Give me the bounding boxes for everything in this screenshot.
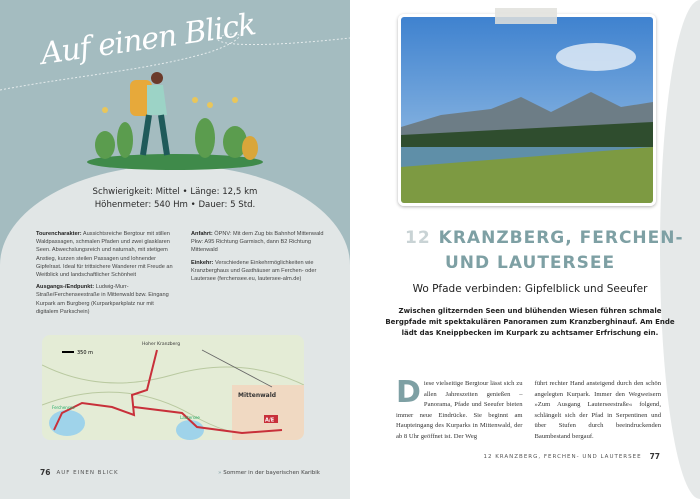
chapter-title: Sommer in der bayerischen Karibik: [223, 469, 320, 476]
map-label: Mittenwald: [238, 392, 277, 399]
hiker-illustration: [85, 70, 265, 170]
title-line-2: UND LAUTERSEE: [445, 253, 616, 273]
info-label: Ausgangs-/Endpunkt:: [36, 284, 95, 291]
subtitle: Wo Pfade verbinden: Gipfelblick und Seeufer: [412, 283, 648, 295]
running-head: AUF EINEN BLICK: [56, 469, 119, 476]
map-label: Hoher Kranzberg: [142, 342, 181, 347]
facts-line-1: Schwierigkeit: Mittel • Länge: 12,5 km: [92, 187, 258, 197]
running-head: 12 KRANZBERG, FERCHEN- UND LAUTERSEE: [483, 453, 642, 460]
info-text: Aussichtsreiche Bergtour mit stillen Waldpassagen, schmalen Pfaden und zwei glasklaren Seen. Abwechslungsreich und naturnah, mit stetigem Anstieg, kurzen steilen Passagen und lohnender Gipfelrast. Ideal für trittsichere Wanderer mit Freude an Weitblick und landschaftlicher Schönheit: [36, 231, 173, 279]
photo-graphic: [401, 17, 653, 203]
info-label: Tourencharakter:: [36, 231, 82, 237]
map-graphic: [42, 335, 304, 440]
info-character: [36, 230, 177, 279]
map-scale: 350 m: [77, 350, 94, 356]
lead-paragraph: Zwischen glitzernden Seen und blühenden Wiesen führen schmale Bergpfade mit spektakulären Panoramen zum Kranzberghinauf. Am Ende lädt das Kneippbecken im Kurpark zu achtsamer Erfrischung ein.: [385, 307, 675, 337]
body-column-2: führt rechter Hand ansteigend durch den schön angelegten Kurpark. Immer den Wegweisern »Zum Ausgang Lauterseestraße« folgend, schlängelt sich der Pfad in Serpentinen und über Stufen durch beeindruckenden Baumbestand bergauf.: [534, 380, 661, 440]
info-arrival: [191, 230, 332, 255]
arrow-icon: »: [218, 469, 224, 476]
tour-facts: [0, 186, 350, 212]
facts-line-2: Höhenmeter: 540 Hm • Dauer: 5 Std.: [94, 200, 256, 210]
info-start: [36, 283, 177, 316]
tour-info: [36, 230, 332, 320]
info-text: ÖPNV: Mit dem Zug bis Bahnhof Mittenwald Pkw: A95 Richtung Garmisch, dann B2 Richtung Mittenwald: [191, 231, 324, 254]
info-label: Einkehr:: [191, 259, 214, 266]
drop-cap: D: [396, 375, 421, 410]
section-heading: Auf einen Blick: [38, 7, 258, 72]
info-text: Ludwig-Murr-Straße/Ferchenseestraße in Mittenwald bzw. Eingang Kurpark am Burgberg (Kurparkparkplatz nur mit digitalem Parkschein): [36, 284, 169, 315]
background-shape: [0, 165, 350, 499]
info-text: Verschiedene Einkehrmöglichkeiten wie Kranzberghaus und Gasthäuser am Ferchen- oder Lautersee (ferchensee.eu, lautersee-alm.de): [191, 259, 317, 283]
info-label: Anfahrt:: [191, 231, 213, 237]
page-number: 76: [40, 468, 51, 477]
page-footer-left: [40, 468, 320, 477]
tour-number: 12: [405, 228, 431, 248]
route-map: [42, 335, 304, 440]
lake-photo: [398, 14, 656, 206]
map-label: Ferchensee: [52, 405, 75, 410]
body-text: [396, 375, 661, 442]
title-line-1: KRANZBERG, FERCHEN-: [438, 228, 684, 248]
body-column-1: iese vielseitige Bergtour lässt sich zu allen Jahreszeiten genießen – Panorama, Pfade und Seeufer bieten immer neue Eindrücke. Sie beginnt am Haupteingang des Kurparks in Mittenwald, der ab 8 Uhr geöffnet ist. Der Weg: [396, 380, 523, 440]
info-food: [191, 259, 332, 284]
map-label: A/E: [265, 417, 275, 424]
chapter-ref: [218, 470, 320, 476]
chapter-title: [405, 226, 685, 276]
page-number: 77: [649, 452, 660, 461]
tape-decoration: [495, 8, 557, 24]
map-label: Lautersee: [180, 415, 200, 420]
page-footer-right: [420, 452, 660, 461]
